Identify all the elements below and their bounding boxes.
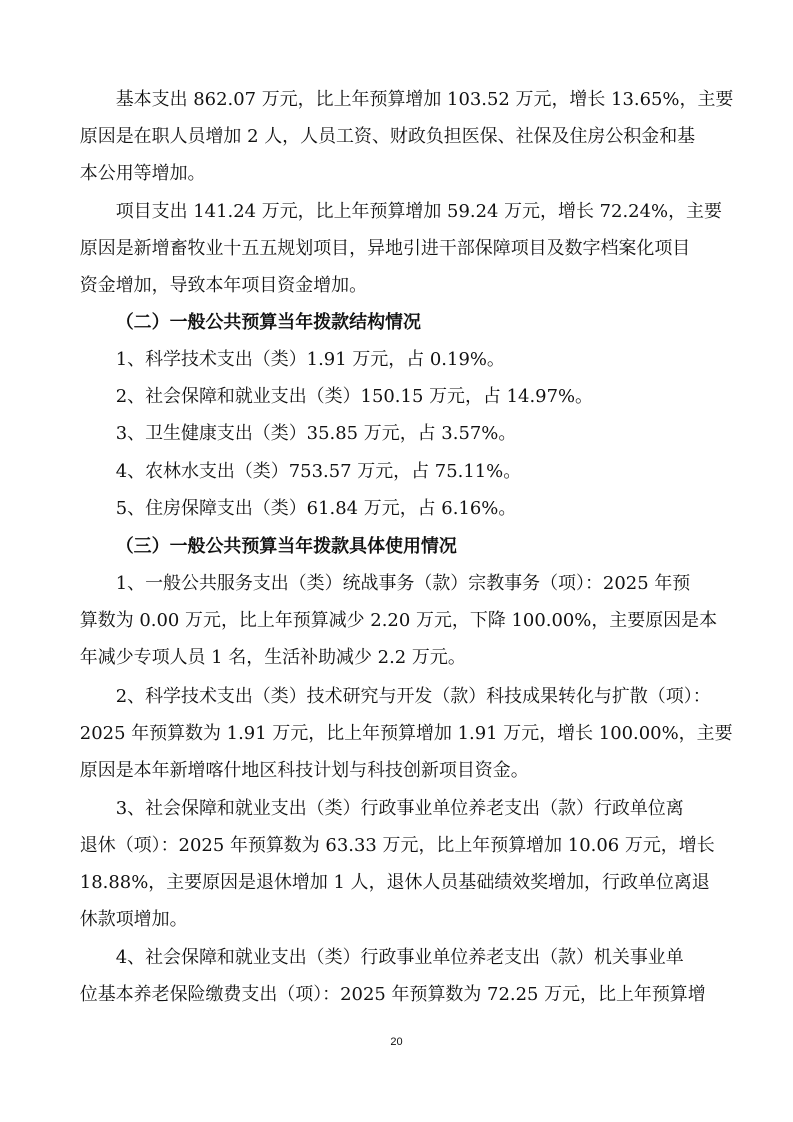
structure-item-4: 4、农林水支出（类）753.57 万元，占 75.11%。: [115, 461, 522, 482]
usage-item-3-line-4: 休款项增加。: [79, 909, 188, 930]
usage-item-2-line-1: 2、科学技术支出（类）技术研究与开发（款）科技成果转化与扩散（项）：: [115, 686, 711, 707]
project-expense-line-2: 原因是新增畜牧业十五五规划项目，异地引进干部保障项目及数字档案化项目: [79, 238, 691, 259]
structure-item-5: 5、住房保障支出（类）61.84 万元，占 6.16%。: [115, 498, 517, 519]
usage-item-2-line-3: 原因是本年新增喀什地区科技计划与科技创新项目资金。: [79, 760, 529, 781]
usage-item-1-line-1: 1、一般公共服务支出（类）统战事务（款）宗教事务（项）：2025 年预: [115, 573, 691, 594]
usage-item-4-line-1: 4、社会保障和就业支出（类）行政事业单位养老支出（款）机关事业单: [115, 947, 684, 968]
page-number: 20: [390, 1036, 403, 1048]
usage-item-4-line-2: 位基本养老保险缴费支出（项）：2025 年预算数为 72.25 万元，比上年预算增: [79, 984, 706, 1005]
usage-item-3-line-3: 18.88%，主要原因是退休增加 1 人，退休人员基础绩效奖增加，行政单位离退: [79, 872, 710, 893]
structure-item-3: 3、卫生健康支出（类）35.85 万元，占 3.57%。: [115, 423, 517, 444]
basic-expense-line-3: 本公用等增加。: [79, 163, 206, 184]
usage-item-3-line-1: 3、社会保障和就业支出（类）行政事业单位养老支出（款）行政单位离: [115, 798, 684, 819]
section-heading-3: （三）一般公共预算当年拨款具体使用情况: [115, 536, 457, 557]
usage-item-1-line-2: 算数为 0.00 万元，比上年预算减少 2.20 万元，下降 100.00%，主要原因是本: [79, 610, 718, 631]
project-expense-line-1: 项目支出 141.24 万元，比上年预算增加 59.24 万元，增长 72.24%，主要: [115, 201, 722, 222]
basic-expense-line-2: 原因是在职人员增加 2 人，人员工资、财政负担医保、社保及住房公积金和基: [79, 126, 696, 147]
usage-item-3-line-2: 退休（项）：2025 年预算数为 63.33 万元，比上年预算增加 10.06 万元，增长: [79, 835, 715, 856]
usage-item-2-line-2: 2025 年预算数为 1.91 万元，比上年预算增加 1.91 万元，增长 100.00%，主要: [79, 723, 733, 744]
section-heading-2: （二）一般公共预算当年拨款结构情况: [115, 312, 421, 333]
basic-expense-line-1: 基本支出 862.07 万元，比上年预算增加 103.52 万元，增长 13.65%，主要: [115, 89, 734, 110]
usage-item-1-line-3: 年减少专项人员 1 名，生活补助减少 2.2 万元。: [79, 647, 466, 668]
project-expense-line-3: 资金增加，导致本年项目资金增加。: [79, 275, 368, 296]
structure-item-1: 1、科学技术支出（类）1.91 万元，占 0.19%。: [115, 349, 505, 370]
structure-item-2: 2、社会保障和就业支出（类）150.15 万元，占 14.97%。: [115, 386, 594, 407]
